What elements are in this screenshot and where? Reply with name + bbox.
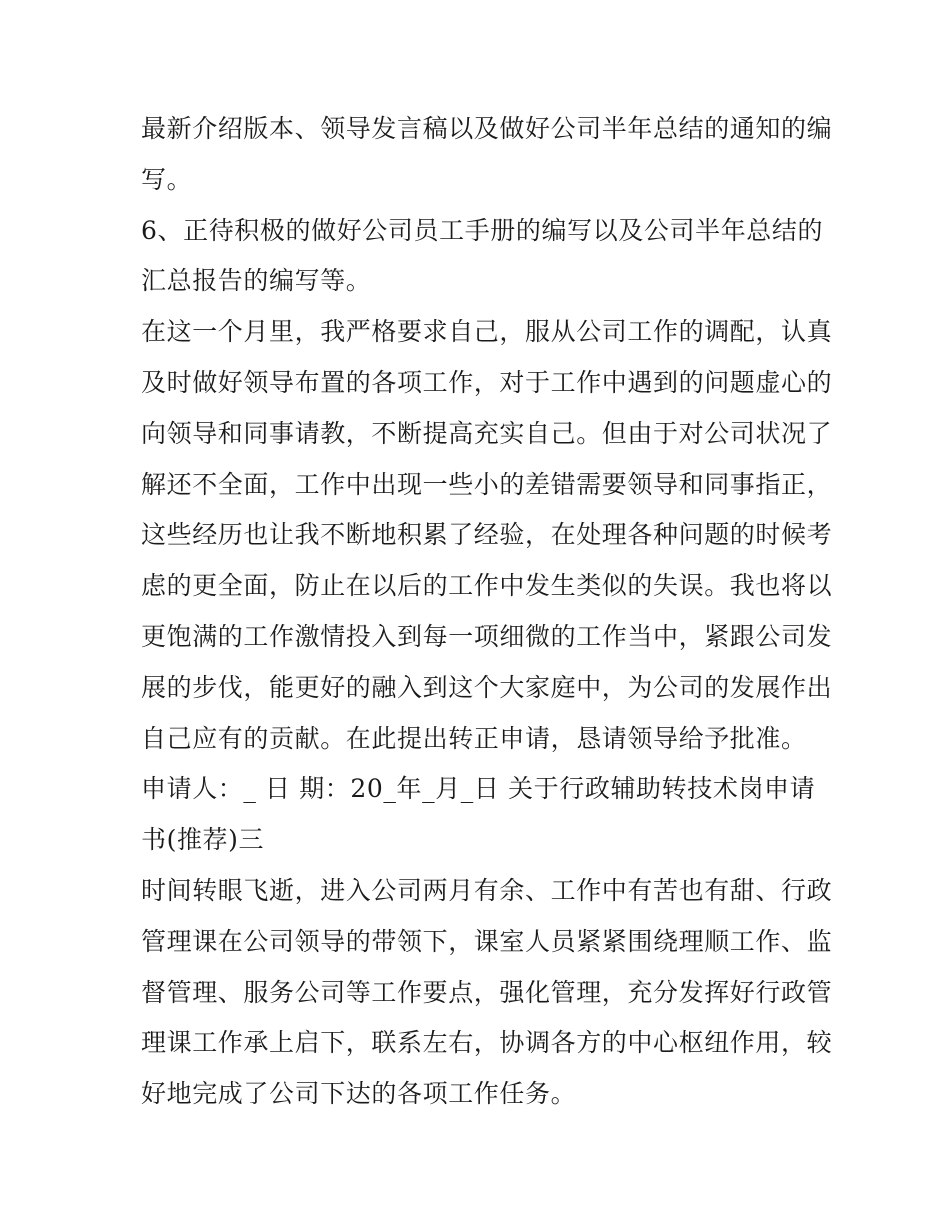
text-line: 在这一个月里，我严格要求自己，服从公司工作的调配，认真: [141, 317, 833, 347]
text-line: 更饱满的工作激情投入到每一项细微的工作当中，紧跟公司发: [141, 621, 833, 651]
text-line: 向领导和同事请教，不断提高充实自己。但由于对公司状况了: [141, 418, 833, 448]
text-line: 最新介绍版本、领导发言稿以及做好公司半年总结的通知的编: [141, 114, 833, 143]
text-line: 时间转眼飞逝，进入公司两月有余、工作中有苦也有甜、行政: [141, 875, 833, 905]
text-line: 解还不全面，工作中出现一些小的差错需要领导和同事指正，: [141, 469, 833, 499]
section-heading-line: 书(推荐)三: [141, 825, 265, 855]
text-line: 6、正待积极的做好公司员工手册的编写以及公司半年总结的: [141, 215, 824, 245]
text-line: 这些经历也让我不断地积累了经验，在处理各种问题的时候考: [141, 520, 833, 550]
body-text: [141, 104, 833, 1120]
applicant-date-line: 申请人：_ 日 期：20_年_月_日 关于行政辅助转技术岗申请: [141, 774, 816, 804]
text-line: 管理课在公司领导的带领下，课室人员紧紧围绕理顺工作、监: [141, 926, 833, 956]
text-line: 展的步伐，能更好的融入到这个大家庭中，为公司的发展作出: [141, 672, 833, 702]
text-line: 虑的更全面，防止在以后的工作中发生类似的失误。我也将以: [141, 571, 833, 601]
text-line: 汇总报告的编写等。: [141, 266, 372, 296]
text-line: 及时做好领导布置的各项工作，对于工作中遇到的问题虚心的: [141, 367, 833, 397]
text-line: 理课工作承上启下，联系左右，协调各方的中心枢纽作用，较: [141, 1028, 833, 1058]
text-line: 督管理、服务公司等工作要点，强化管理，充分发挥好行政管: [141, 977, 833, 1007]
text-line: 自己应有的贡献。在此提出转正申请，恳请领导给予批准。: [141, 723, 807, 753]
text-line: 好地完成了公司下达的各项工作任务。: [141, 1079, 577, 1109]
text-line: 写。: [141, 164, 193, 194]
